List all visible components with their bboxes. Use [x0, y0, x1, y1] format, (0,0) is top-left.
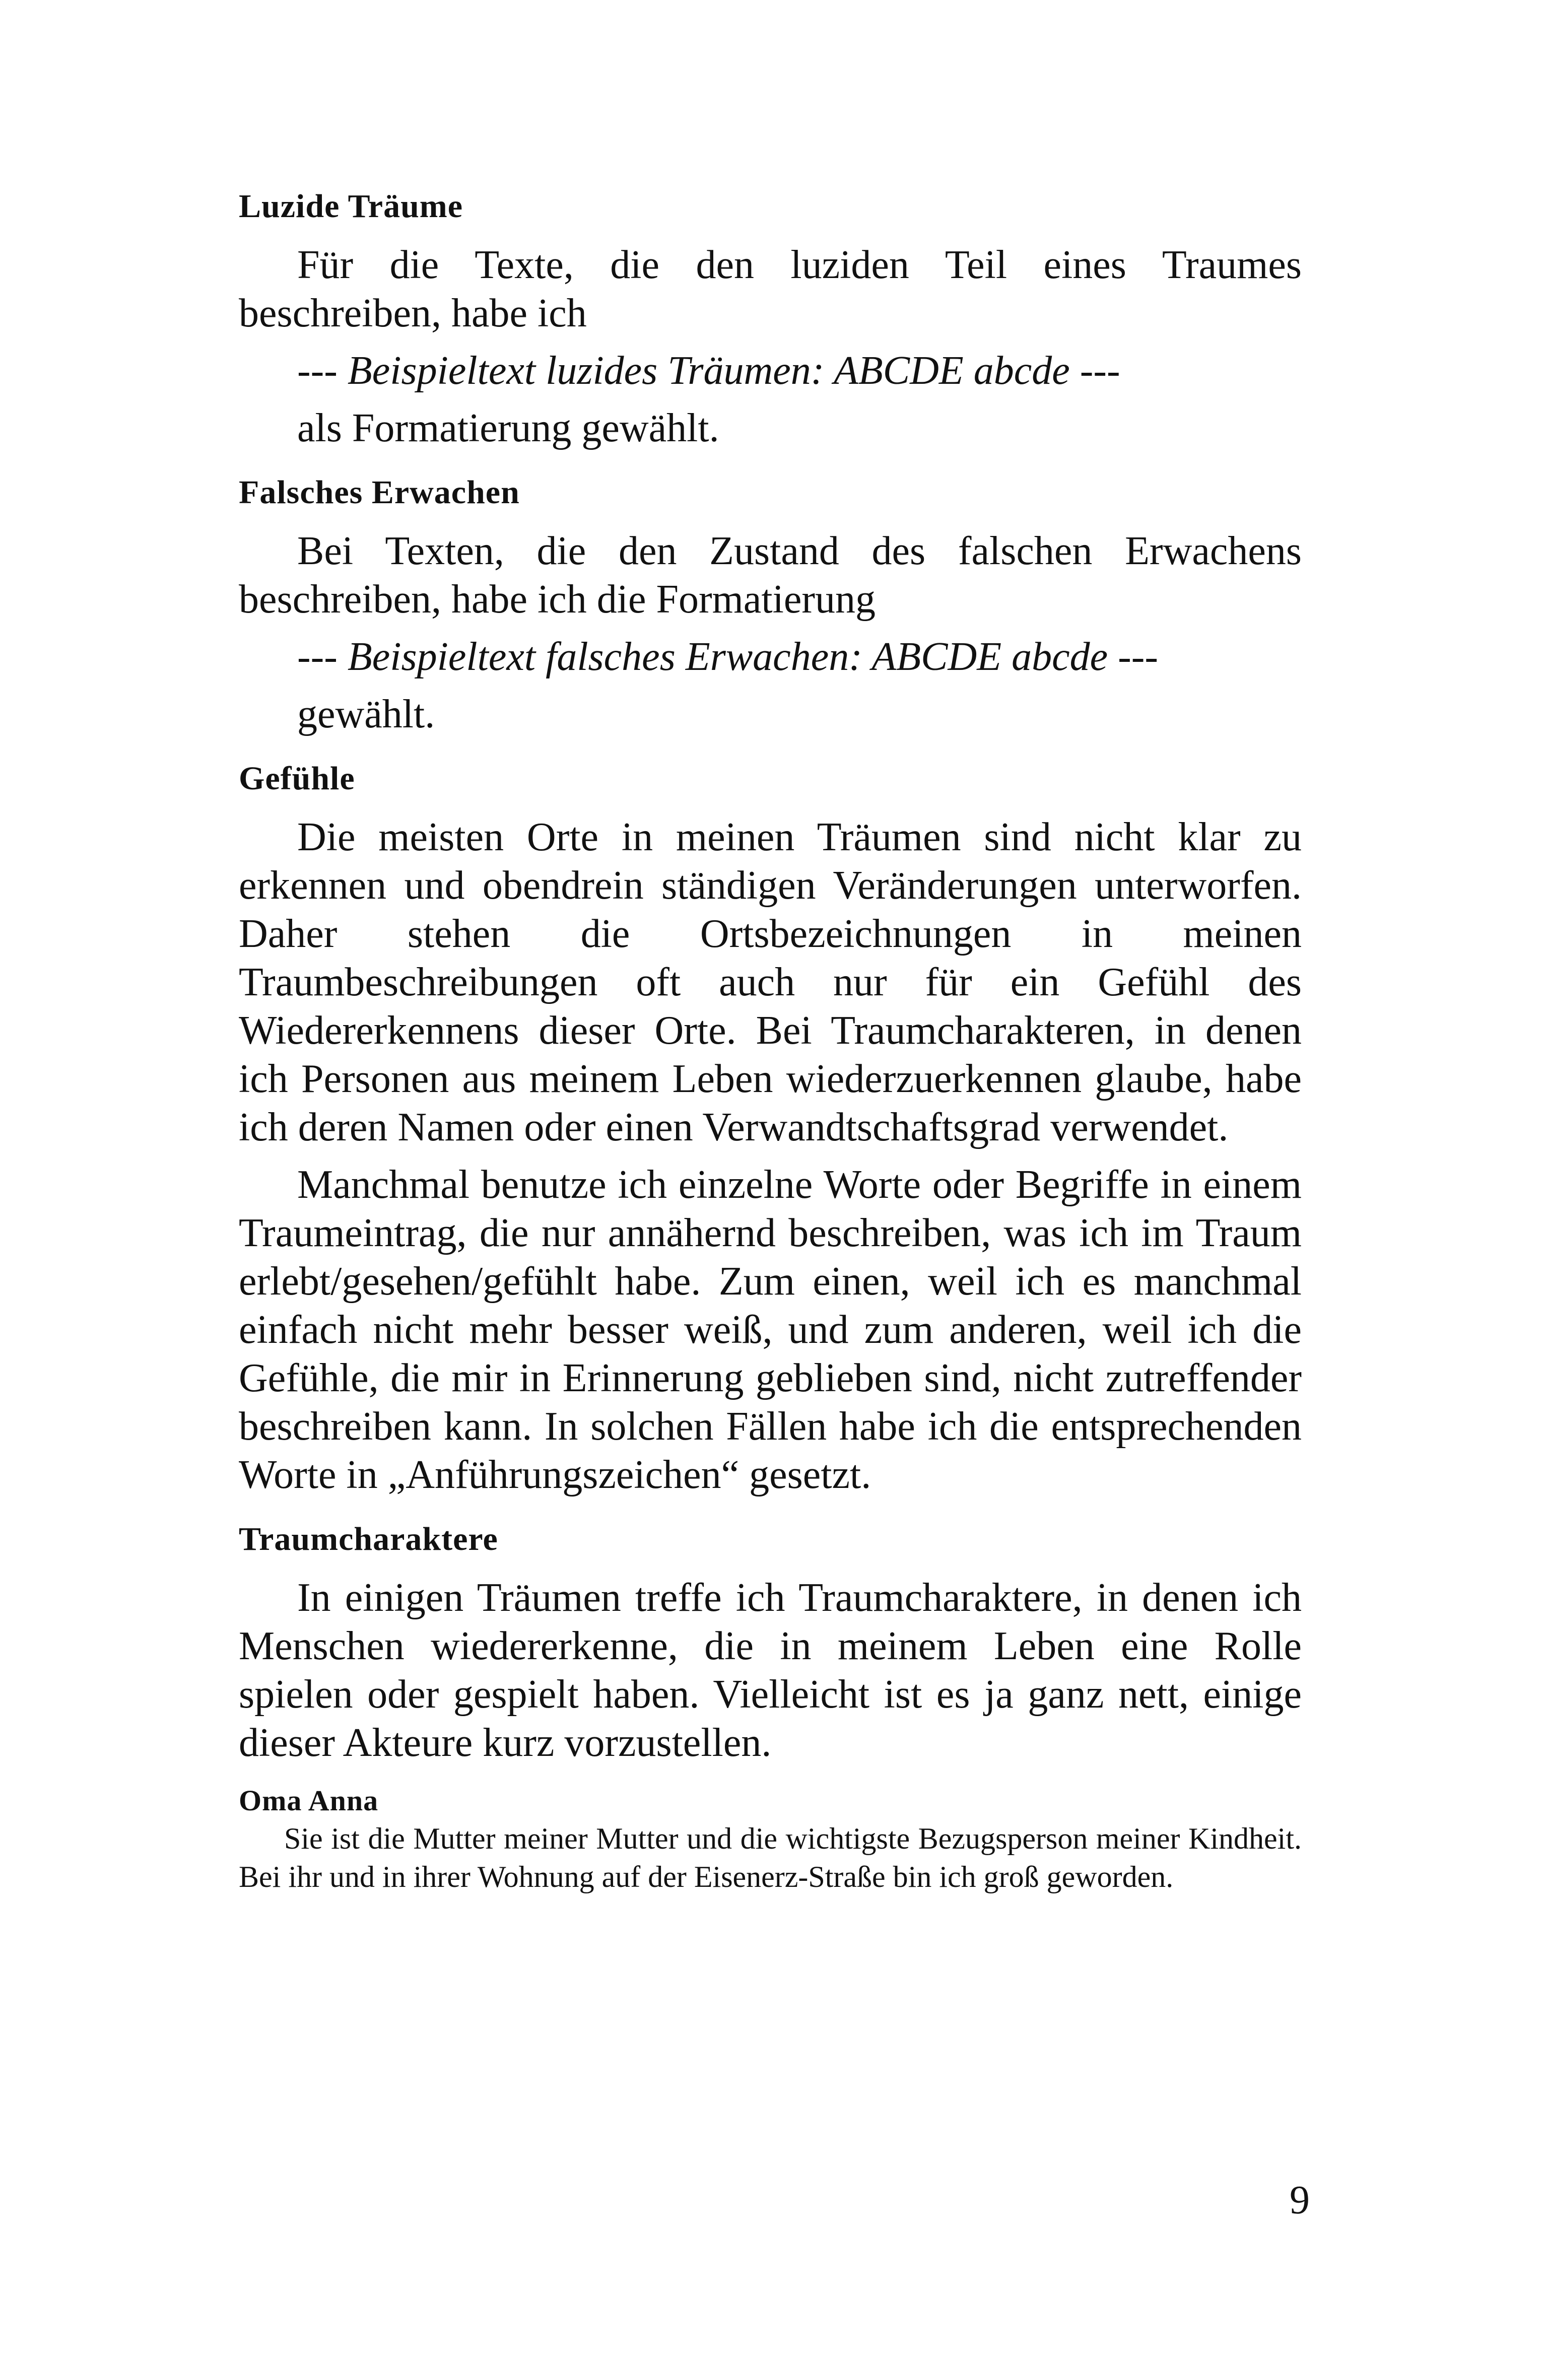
page-number: 9	[1290, 2178, 1310, 2222]
example-falsch-text: Beispieltext falsches Erwachen: ABCDE abcde	[347, 635, 1108, 679]
paragraph-oma-anna: Sie ist die Mutter meiner Mutter und die wichtigste Bezugsperson meiner Kindheit. Bei ihr und in ihrer Wohnung auf der Eisenerz-Straße bin ich groß geworden.	[239, 1822, 1302, 1893]
paragraph-gefuehle-2: Manchmal benutze ich einzelne Worte oder Begriffe in einem Traumeintrag, die nur annähernd beschreiben, was ich im Traum erlebt/gesehen/gefühlt habe. Zum einen, weil ich es manchmal einfach nicht mehr besser weiß, und zum anderen, weil ich die Gefühle, die mir in Erinnerung geblieben sind, nicht zutreffender beschreiben kann. In solchen Fällen habe ich die entsprechenden Worte in „Anführungszeichen“ gesetzt.	[239, 1163, 1302, 1497]
example-falsch: --- Beispieltext falsches Erwachen: ABCDE abcde ---	[297, 635, 1159, 679]
paragraph-falsch-intro: Bei Texten, die den Zustand des falschen Erwachens beschreiben, habe ich die Formatierung	[239, 529, 1302, 622]
paragraph-traumcharaktere: In einigen Träumen treffe ich Traumcharaktere, in denen ich Menschen wiedererkenne, die in meinem Leben eine Rolle spielen oder gespielt haben. Vielleicht ist es ja ganz nett, einige dieser Akteure kurz vorzustellen.	[239, 1576, 1302, 1765]
heading-gefuehle: Gefühle	[239, 760, 355, 797]
heading-oma-anna: Oma Anna	[239, 1784, 379, 1817]
page-body	[239, 181, 1302, 1896]
paragraph-falsch-after: gewählt.	[297, 692, 435, 736]
paragraph-luzide-intro: Für die Texte, die den luziden Teil eines Traumes beschreiben, habe ich	[239, 243, 1302, 335]
paragraph-gefuehle-1: Die meisten Orte in meinen Träumen sind nicht klar zu erkennen und obendrein ständigen Veränderungen unterworfen. Daher stehen die Ortsbezeichnungen in meinen Traumbeschreibungen oft auch nur für ein Gefühl des Wiedererkennens dieser Orte. Bei Traumcharakteren, in denen ich Personen aus meinem Leben wiederzuerkennen glaube, habe ich deren Namen oder einen Verwandtschaftsgrad verwendet.	[239, 815, 1302, 1149]
example-luzide-text: Beispieltext luzides Träumen: ABCDE abcde	[347, 349, 1070, 393]
heading-traumcharaktere: Traumcharaktere	[239, 1521, 498, 1557]
paragraph-luzide-after: als Formatierung gewählt.	[297, 406, 719, 450]
heading-falsches-erwachen: Falsches Erwachen	[239, 474, 520, 511]
heading-luzide-traeume: Luzide Träume	[239, 188, 463, 225]
example-luzide: --- Beispieltext luzides Träumen: ABCDE abcde ---	[297, 349, 1120, 393]
